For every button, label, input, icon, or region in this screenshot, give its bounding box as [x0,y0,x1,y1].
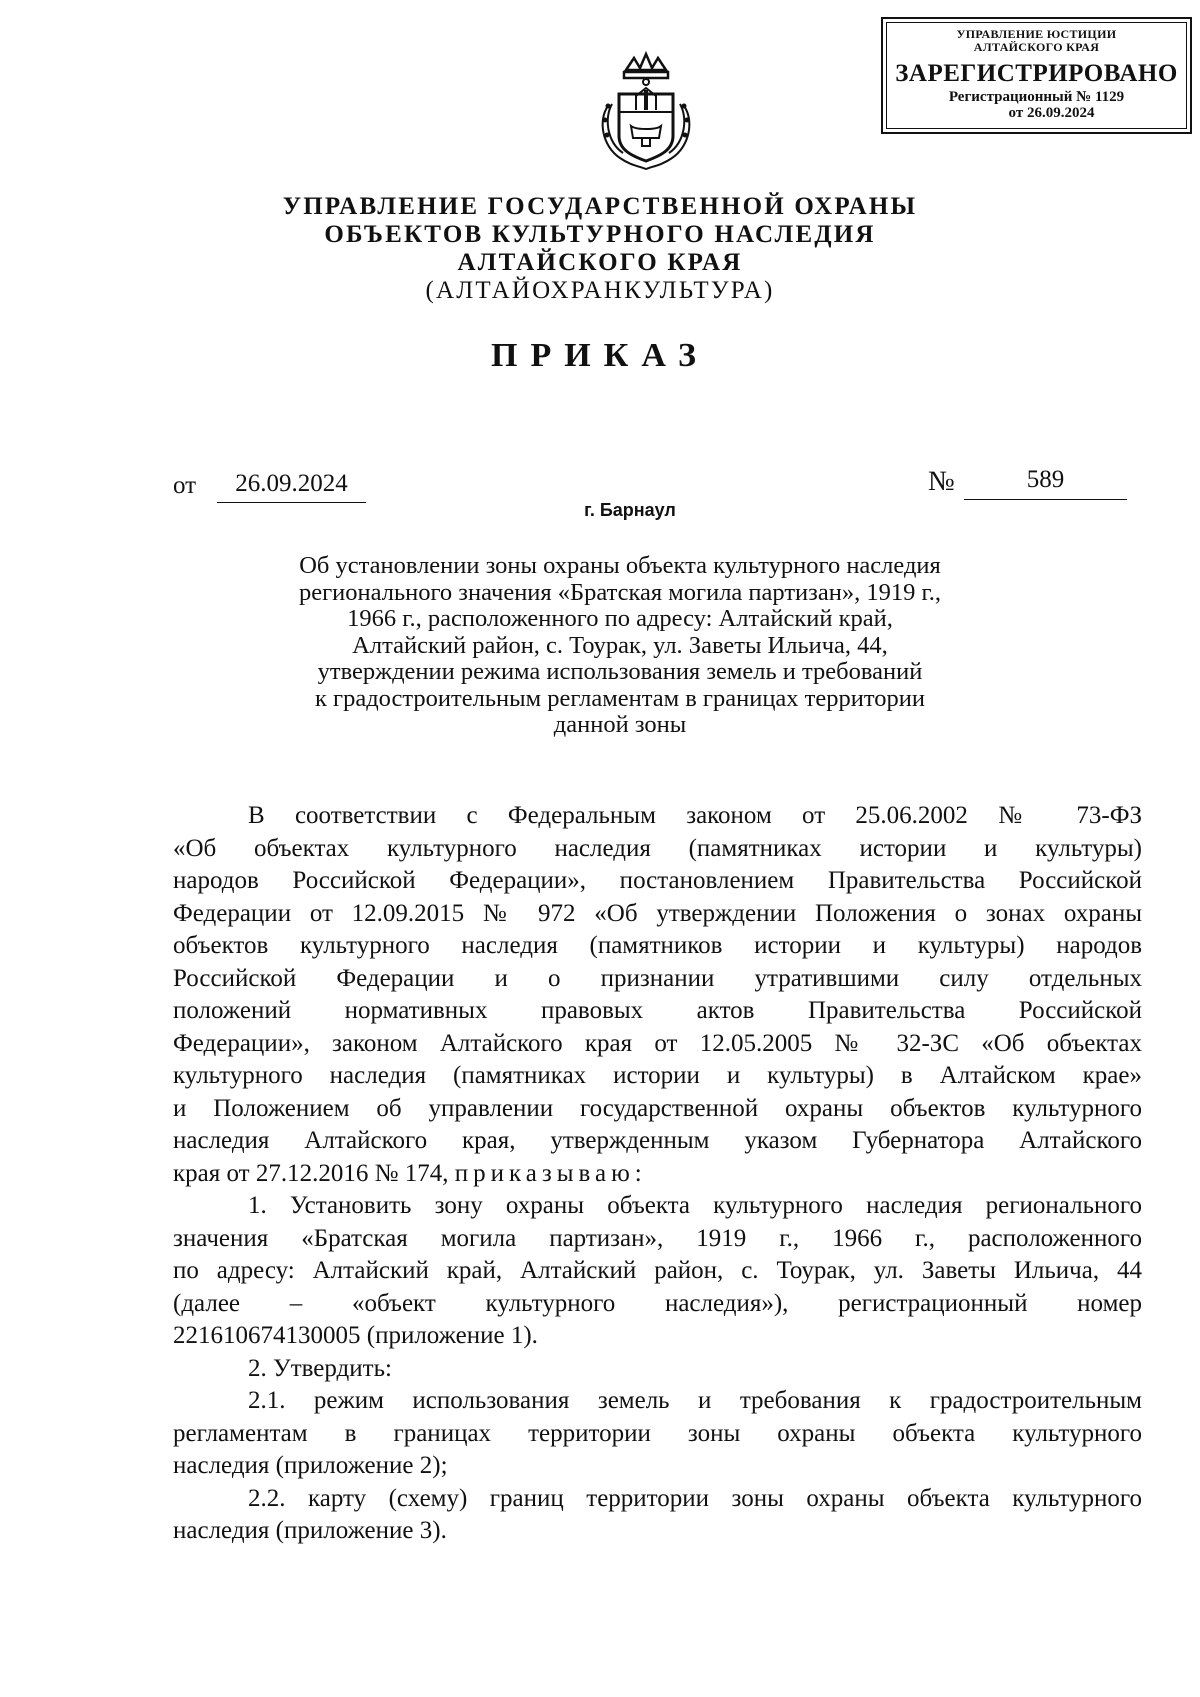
subject-line: Об установлении зоны охраны объекта культурного наследия [299,552,941,579]
item-2-2-line: 2.2. карту (схему) границ территории зоны охраны объекта культурного [248,1484,1142,1512]
order-word: приказываю: [454,1159,647,1187]
registration-stamp [881,17,1192,134]
subject-line: 1966 г., расположенного по адресу: Алтайский край, [347,605,893,632]
subject-line: к градостроительным регламентам в границах территории [315,684,925,712]
registration-stamp-inner [886,22,1187,129]
preamble-last-text: края от 27.12.2016 № 174, [173,1159,449,1187]
preamble-last-line [173,1158,1142,1191]
preamble-line: объектов культурного наследия (памятников истории и культуры) народов [173,932,1142,959]
org-line-2: ОБЪЕКТОВ КУЛЬТУРНОГО НАСЛЕДИЯ [324,221,876,248]
preamble-line: Российской Федерации и о признании утратившими силу отдельных [173,964,1142,992]
item-1-line: по адресу: Алтайский край, Алтайский район, с. Тоурак, ул. Заветы Ильича, 44 [173,1257,1142,1284]
item-2-2-last-line: наследия (приложение 3). [173,1517,447,1544]
number-label: № [928,466,955,497]
item-1-last-line: 221610674130005 (приложение 1). [173,1322,538,1349]
preamble-line: культурного наследия (памятниках истории и культуры) в Алтайском крае» [173,1062,1142,1089]
item-2-1-last-line: наследия (приложение 2); [173,1452,448,1479]
preamble-line: положений нормативных правовых актов Правительства Российской [173,997,1142,1024]
item-2-1-line: 2.1. режим использования земель и требования к градостроительным [248,1387,1142,1414]
order-subject [230,553,1010,739]
date-label: от [173,472,197,499]
stamp-authority-line2: АЛТАЙСКОГО КРАЯ [973,40,1100,54]
preamble-line: народов Российской Федерации», постановлением Правительства Российской [173,867,1142,894]
preamble-line: В соответствии с Федеральным законом от 25.06.2002 № 73-ФЗ [248,802,1142,829]
org-line-1: УПРАВЛЕНИЕ ГОСУДАРСТВЕННОЙ ОХРАНЫ [282,193,918,220]
order-number: 589 [964,466,1127,500]
city: г. Барнаул [584,500,676,520]
preamble-line: наследия Алтайского края, утвержденным указом Губернатора Алтайского [173,1127,1142,1154]
item-1-line: значения «Братская могила партизан», 1919 г., 1966 г., расположенного [173,1224,1142,1252]
subject-line: регионального значения «Братская могила партизан», 1919 г., [299,578,941,606]
org-line-3: АЛТАЙСКОГО КРАЯ [457,249,743,276]
preamble-line: «Об объектах культурного наследия (памятниках истории и культуры) [173,834,1142,862]
item-1-line: 1. Установить зону охраны объекта культурного наследия регионального [248,1192,1142,1219]
stamp-authority-line1: УПРАВЛЕНИЕ ЮСТИЦИИ [956,27,1117,41]
org-abbreviation: (АЛТАЙОХРАНКУЛЬТУРА) [425,277,775,304]
coat-of-arms-icon [590,48,702,172]
preamble-line: и Положением об управлении государственной охраны объектов культурного [173,1094,1142,1122]
stamp-registration-date: от 26.09.2024 [1008,105,1095,121]
order-date: 26.09.2024 [217,470,366,503]
preamble-line: Федерации», законом Алтайского края от 12.05.2005 № 32-ЗС «Об объектах [173,1029,1142,1057]
subject-line: данной зоны [553,711,687,738]
subject-line: Алтайский район, с. Тоурак, ул. Заветы Ильича, 44, [352,631,888,659]
item-1-line: (далее – «объект культурного наследия»), регистрационный номер [173,1289,1142,1317]
document-type-title: ПРИКАЗ [491,337,709,374]
order-body [173,800,1142,1548]
stamp-registration-number: Регистрационный № 1129 [948,89,1125,105]
stamp-status: ЗАРЕГИСТРИРОВАНО [895,60,1178,87]
organization-name [0,193,1200,305]
item-2-1-line: регламентам в границах территории зоны охраны объекта культурного [173,1419,1142,1447]
item-2: 2. Утвердить: [248,1354,392,1382]
preamble-line: Федерации от 12.09.2015 № 972 «Об утверждении Положения о зонах охраны [173,899,1142,927]
subject-line: утверждении режима использования земель и требований [317,658,923,685]
